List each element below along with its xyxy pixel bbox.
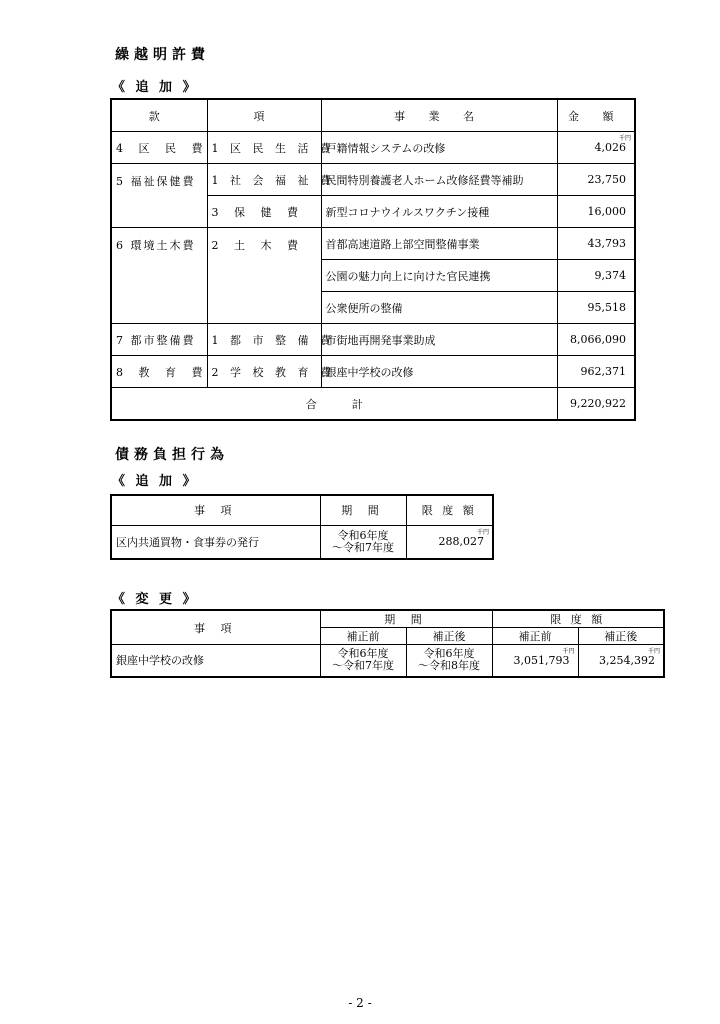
header-period: 期 間 xyxy=(320,495,406,525)
header-kou: 項 xyxy=(207,99,321,132)
limit-before-cell: 千円 3,051,793 xyxy=(492,645,578,677)
header-limit-after: 補正後 xyxy=(578,628,664,645)
section-subtitle-add: 《 追 加 》 xyxy=(112,474,199,489)
kan-cell: 7 都市整備費 xyxy=(111,324,207,356)
table-row xyxy=(111,164,635,196)
amount-cell: 16,000 xyxy=(557,196,635,228)
section-title-debt: 債務負担行為 xyxy=(115,447,229,463)
total-row xyxy=(111,388,635,421)
header-kan: 款 xyxy=(111,99,207,132)
kou-cell: 1 区 民 生 活 費 xyxy=(207,132,321,164)
amount-cell: 962,371 xyxy=(557,356,635,388)
page-number: - 2 - xyxy=(348,996,372,1010)
header-period: 期 間 xyxy=(320,610,492,628)
table-row xyxy=(111,324,635,356)
table-row xyxy=(111,525,493,559)
table-row xyxy=(111,228,635,260)
limit-after-cell: 千円 3,254,392 xyxy=(578,645,664,677)
period-after-cell: 令和6年度 ～令和8年度 xyxy=(406,645,492,677)
project-name-cell: 首都高速道路上部空間整備事業 xyxy=(321,228,557,260)
debt-add-table xyxy=(110,494,494,560)
header-limit: 限 度 額 xyxy=(406,495,493,525)
table-header-row xyxy=(111,610,664,628)
item-cell: 銀座中学校の改修 xyxy=(111,645,320,677)
kan-cell: 8 教 育 費 xyxy=(111,356,207,388)
project-name-cell: 銀座中学校の改修 xyxy=(321,356,557,388)
period-before-cell: 令和6年度 ～令和7年度 xyxy=(320,645,406,677)
project-name-cell: 戸籍情報システムの改修 xyxy=(321,132,557,164)
kou-cell: 2 学 校 教 育 費 xyxy=(207,356,321,388)
kou-cell: 1 社 会 福 祉 費 xyxy=(207,164,321,196)
unit-label: 千円 xyxy=(562,648,575,655)
header-limit-before: 補正前 xyxy=(492,628,578,645)
limit-cell: 千円 288,027 xyxy=(406,525,493,559)
header-amount: 金 額 xyxy=(557,99,635,132)
period-cell: 令和6年度 ～令和7年度 xyxy=(320,525,406,559)
amount-cell: 千円 4,026 xyxy=(557,132,635,164)
table-row xyxy=(111,132,635,164)
project-name-cell: 公園の魅力向上に向けた官民連携 xyxy=(321,260,557,292)
header-item: 事 項 xyxy=(111,610,320,645)
kan-cell: 5 福祉保健費 xyxy=(111,164,207,228)
kan-cell: 6 環境土木費 xyxy=(111,228,207,324)
header-period-after: 補正後 xyxy=(406,628,492,645)
project-name-cell: 公衆便所の整備 xyxy=(321,292,557,324)
unit-label: 千円 xyxy=(618,135,631,142)
table-row xyxy=(111,645,664,677)
amount-cell: 8,066,090 xyxy=(557,324,635,356)
header-limit: 限 度 額 xyxy=(492,610,664,628)
amount-cell: 43,793 xyxy=(557,228,635,260)
amount-cell: 23,750 xyxy=(557,164,635,196)
debt-change-table xyxy=(110,609,665,678)
table-header-row xyxy=(111,495,493,525)
amount-cell: 95,518 xyxy=(557,292,635,324)
project-name-cell: 新型コロナウイルスワクチン接種 xyxy=(321,196,557,228)
section-title-carryover: 繰越明許費 xyxy=(115,47,210,63)
item-cell: 区内共通買物・食事券の発行 xyxy=(111,525,320,559)
table-header-row xyxy=(111,99,635,132)
section-subtitle-change: 《 変 更 》 xyxy=(112,592,199,607)
unit-label: 千円 xyxy=(647,648,660,655)
kou-cell: 3 保 健 費 xyxy=(207,196,321,228)
kou-cell: 2 土 木 費 xyxy=(207,228,321,324)
kan-cell: 4 区 民 費 xyxy=(111,132,207,164)
project-name-cell: 市街地再開発事業助成 xyxy=(321,324,557,356)
unit-label: 千円 xyxy=(476,528,489,536)
header-period-before: 補正前 xyxy=(320,628,406,645)
kou-cell: 1 都 市 整 備 費 xyxy=(207,324,321,356)
project-name-cell: 民間特別養護老人ホーム改修経費等補助 xyxy=(321,164,557,196)
header-project-name: 事 業 名 xyxy=(321,99,557,132)
section-subtitle-add: 《 追 加 》 xyxy=(112,80,199,95)
total-label: 合 計 xyxy=(111,388,557,421)
amount-cell: 9,374 xyxy=(557,260,635,292)
header-item: 事 項 xyxy=(111,495,320,525)
carryover-table xyxy=(110,98,636,421)
total-amount: 9,220,922 xyxy=(557,388,635,421)
table-row xyxy=(111,356,635,388)
